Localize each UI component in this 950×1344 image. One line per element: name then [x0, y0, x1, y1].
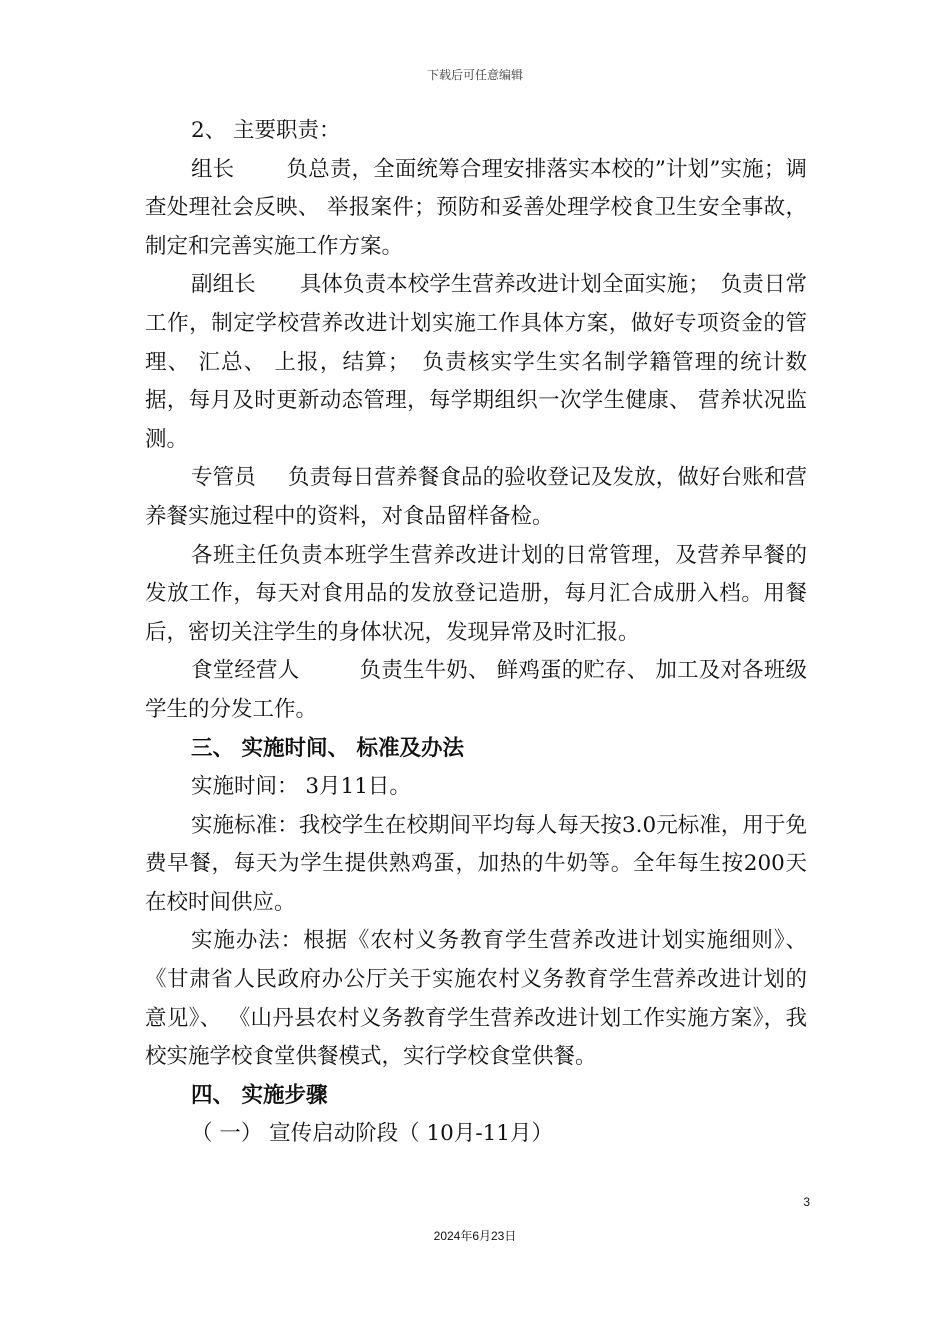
paragraph-time: 实施时间： 3月11日。: [191, 774, 411, 800]
section-heading-responsibilities: 2、 主要职责：: [191, 118, 341, 143]
paragraph-leader: [145, 151, 807, 267]
role-deputy: 副组长: [191, 272, 256, 298]
role-manager: 专管员: [191, 465, 256, 491]
page-header: 下载后可任意编辑: [426, 68, 523, 82]
section-heading-schedule: 三、 实施时间、 标准及办法: [191, 735, 464, 761]
paragraph-manager: [145, 459, 807, 536]
text-deputy: 具体负责本校学生营养改进计划全面实施； 负责日常工作，制定学校营养改进计划实施工作具体方案，做好专项资金的管理、 汇总、 上报，结算； 负责核实学生实名制学籍管理的统计数据，每月及时更新动态管理，每学期组织一次学生健康、 营养状况监测。: [145, 272, 807, 452]
paragraph-canteen: [145, 652, 807, 729]
text-manager: 负责每日营养餐食品的验收登记及发放，做好台账和营养餐实施过程中的资料，对食品留样备检。: [145, 465, 807, 529]
role-canteen: 食堂经营人: [191, 658, 300, 684]
paragraph-class-teacher: 各班主任负责本班学生营养改进计划的日常管理，及营养早餐的发放工作，每天对食用品的发放登记造册，每月汇合成册入档。用餐后，密切关注学生的身体状况，发现异常及时汇报。: [145, 542, 807, 645]
text-leader: 负总责，全面统筹合理安排落实本校的”计划”实施；调查处理社会反映、 举报案件；预防和妥善处理学校食卫生安全事故，制定和完善实施工作方案。: [145, 156, 807, 259]
paragraph-standard: 实施标准：我校学生在校期间平均每人每天按3.0元标准，用于免费早餐，每天为学生提供熟鸡蛋，加热的牛奶等。全年每生按200天在校时间供应。: [145, 812, 807, 915]
role-leader: 组长: [191, 156, 235, 182]
paragraph-method: 实施办法：根据《农村义务教育学生营养改进计划实施细则》、 《甘肃省人民政府办公厅关于实施农村义务教育学生营养改进计划的意见》、 《山丹县农村义务教育学生营养改进计划工作实施方案》，我校实施学校食堂供餐模式，实行学校食堂供餐。: [145, 928, 807, 1070]
document-body: [145, 112, 807, 1154]
paragraph-stage-1: （ 一） 宣传启动阶段（ 10月-11月）: [191, 1121, 553, 1147]
footer-date: 2024年6月23日: [433, 1229, 517, 1243]
text-canteen: 负责生牛奶、 鲜鸡蛋的贮存、 加工及对各班级学生的分发工作。: [145, 658, 807, 722]
page-number: 3: [803, 1195, 810, 1209]
section-heading-steps: 四、 实施步骤: [191, 1082, 328, 1108]
paragraph-deputy: [145, 266, 807, 459]
